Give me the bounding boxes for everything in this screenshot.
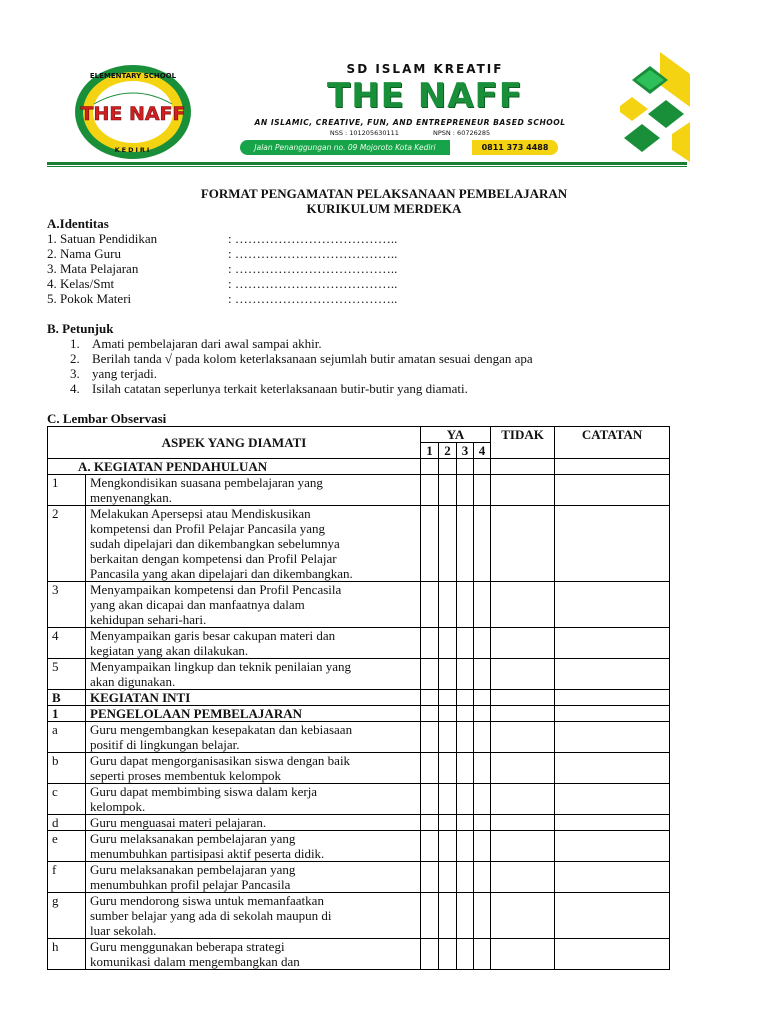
ya-3-cell[interactable]	[457, 722, 474, 753]
ya-4-cell[interactable]	[474, 475, 491, 506]
school-phone: 0811 373 4488	[472, 140, 558, 155]
letterhead	[0, 0, 768, 170]
aspect-text: Mengkondisikan suasana pembelajaran yang menyenangkan.	[86, 475, 421, 506]
tidak-cell[interactable]	[491, 722, 555, 753]
col-ya-4-header: 4	[474, 443, 491, 459]
ya-3-cell[interactable]	[457, 459, 474, 475]
identitas-field-guru[interactable]: : ………………………………..	[228, 246, 398, 261]
ya-1-cell[interactable]	[421, 722, 439, 753]
logo-text-main: THE NAFF	[80, 103, 186, 125]
aspect-text: Menyampaikan kompetensi dan Profil Pencasila yang akan dicapai dan manfaatnya dalam kehidupan sehari-hari.	[86, 582, 421, 628]
aspect-text: Menyampaikan lingkup dan teknik penilaian yang akan digunakan.	[86, 659, 421, 690]
school-type: SD ISLAM KREATIF	[346, 62, 504, 76]
identitas-label-mapel: 3. Mata Pelajaran	[47, 261, 139, 276]
ya-4-cell[interactable]	[474, 784, 491, 815]
ya-1-cell[interactable]	[421, 753, 439, 784]
ya-1-cell[interactable]	[421, 506, 439, 582]
identitas-label-guru: 2. Nama Guru	[47, 246, 122, 261]
row-number: d	[48, 815, 86, 831]
tidak-cell[interactable]	[491, 831, 555, 862]
ya-3-cell[interactable]	[457, 831, 474, 862]
table-row	[48, 862, 670, 893]
tidak-cell[interactable]	[491, 753, 555, 784]
catatan-cell[interactable]	[555, 784, 670, 815]
row-number: 5	[48, 659, 86, 690]
header-rule	[47, 162, 687, 165]
ya-3-cell[interactable]	[457, 784, 474, 815]
row-number: 1	[48, 475, 86, 506]
ya-4-cell[interactable]	[474, 582, 491, 628]
table-row	[48, 475, 670, 506]
identitas-label-satuan: 1. Satuan Pendidikan	[47, 231, 158, 246]
row-number: a	[48, 722, 86, 753]
tidak-cell[interactable]	[491, 459, 555, 475]
ya-1-cell[interactable]	[421, 862, 439, 893]
observasi-heading: C. Lembar Observasi	[47, 411, 167, 426]
decorative-diamonds-icon	[620, 52, 690, 167]
school-nss: NSS : 101205630111	[329, 129, 399, 137]
row-number: b	[48, 753, 86, 784]
tidak-cell[interactable]	[491, 475, 555, 506]
school-address: Jalan Penanggungan no. 09 Mojoroto Kota Kediri	[240, 140, 450, 155]
ya-1-cell[interactable]	[421, 690, 439, 706]
col-ya-header: YA	[421, 427, 491, 443]
ya-4-cell[interactable]	[474, 815, 491, 831]
table-row	[48, 659, 670, 690]
row-number: 3	[48, 582, 86, 628]
school-tagline: AN ISLAMIC, CREATIVE, FUN, AND ENTREPRENEUR BASED SCHOOL	[254, 118, 566, 127]
identitas-field-satuan[interactable]: : ………………………………..	[228, 231, 398, 246]
ya-4-cell[interactable]	[474, 706, 491, 722]
ya-3-cell[interactable]	[457, 815, 474, 831]
aspect-text: Guru dapat membimbing siswa dalam kerja kelompok.	[86, 784, 421, 815]
row-number: 1	[48, 706, 86, 722]
ya-4-cell[interactable]	[474, 831, 491, 862]
ya-1-cell[interactable]	[421, 475, 439, 506]
ya-4-cell[interactable]	[474, 690, 491, 706]
catatan-cell[interactable]	[555, 659, 670, 690]
ya-1-cell[interactable]	[421, 582, 439, 628]
table-row	[48, 582, 670, 628]
aspect-text: Melakukan Apersepsi atau Mendiskusikan kompetensi dan Profil Pelajar Pancasila yang sudah dipelajari dan dikembangkan sebelumnya berkaitan dengan kompetensi dan Profil Pelajar Pancasila yang akan dipelajari dan dikembangkan.	[86, 506, 421, 582]
col-ya-3-header: 3	[457, 443, 474, 459]
catatan-cell[interactable]	[555, 506, 670, 582]
row-number: h	[48, 939, 86, 970]
table-row	[48, 753, 670, 784]
ya-1-cell[interactable]	[421, 815, 439, 831]
ya-3-cell[interactable]	[457, 706, 474, 722]
ya-1-cell[interactable]	[421, 939, 439, 970]
row-number: f	[48, 862, 86, 893]
col-ya-1-header: 1	[421, 443, 439, 459]
aspect-text: Guru melaksanakan pembelajaran yang menumbuhkan partisipasi aktif peserta didik.	[86, 831, 421, 862]
catatan-cell[interactable]	[555, 475, 670, 506]
col-catatan-header: CATATAN	[555, 427, 670, 459]
ya-2-cell[interactable]	[439, 506, 457, 582]
ya-2-cell[interactable]	[439, 831, 457, 862]
row-number: 4	[48, 628, 86, 659]
ya-2-cell[interactable]	[439, 939, 457, 970]
ya-1-cell[interactable]	[421, 659, 439, 690]
section-title: PENGELOLAAN PEMBELAJARAN	[86, 706, 421, 722]
row-number: c	[48, 784, 86, 815]
petunjuk-text: Berilah tanda √ pada kolom keterlaksanaan sejumlah butir amatan sesuai dengan apa	[92, 351, 533, 366]
tidak-cell[interactable]	[491, 659, 555, 690]
logo-text-bottom: KEDIRI	[114, 146, 152, 154]
identitas-heading: A.Identitas	[47, 216, 109, 231]
tidak-cell[interactable]	[491, 939, 555, 970]
aspect-text: Guru menggunakan beberapa strategi komunikasi dalam mengembangkan dan	[86, 939, 421, 970]
ya-4-cell[interactable]	[474, 722, 491, 753]
catatan-cell[interactable]	[555, 690, 670, 706]
aspect-text: Guru mendorong siswa untuk memanfaatkan sumber belajar yang ada di sekolah maupun di luar sekolah.	[86, 893, 421, 939]
ya-3-cell[interactable]	[457, 893, 474, 939]
table-row	[48, 893, 670, 939]
ya-3-cell[interactable]	[457, 753, 474, 784]
petunjuk-text: Amati pembelajaran dari awal sampai akhir.	[92, 336, 322, 351]
ya-4-cell[interactable]	[474, 459, 491, 475]
aspect-text: Guru menguasai materi pelajaran.	[86, 815, 421, 831]
catatan-cell[interactable]	[555, 831, 670, 862]
aspect-text: Guru mengembangkan kesepakatan dan kebiasaan positif di lingkungan belajar.	[86, 722, 421, 753]
ya-3-cell[interactable]	[457, 582, 474, 628]
ya-3-cell[interactable]	[457, 939, 474, 970]
ya-4-cell[interactable]	[474, 753, 491, 784]
ya-2-cell[interactable]	[439, 459, 457, 475]
table-section-row	[48, 690, 670, 706]
school-npsn: NPSN : 60726285	[432, 129, 491, 137]
tidak-cell[interactable]	[491, 815, 555, 831]
ya-3-cell[interactable]	[457, 506, 474, 582]
tidak-cell[interactable]	[491, 582, 555, 628]
ya-2-cell[interactable]	[439, 784, 457, 815]
observation-table-body	[48, 459, 670, 970]
ya-4-cell[interactable]	[474, 506, 491, 582]
ya-3-cell[interactable]	[457, 628, 474, 659]
petunjuk-text: Isilah catatan seperlunya terkait keterlaksanaan butir-butir yang diamati.	[92, 381, 468, 396]
section-title: KEGIATAN INTI	[86, 690, 421, 706]
document-subtitle: KURIKULUM MERDEKA	[306, 201, 462, 216]
row-number: g	[48, 893, 86, 939]
table-row	[48, 506, 670, 582]
petunjuk-num: 3.	[70, 366, 80, 381]
ya-2-cell[interactable]	[439, 862, 457, 893]
petunjuk-num: 4.	[70, 381, 80, 396]
catatan-cell[interactable]	[555, 862, 670, 893]
ya-2-cell[interactable]	[439, 690, 457, 706]
aspect-text: Menyampaikan garis besar cakupan materi dan kegiatan yang akan dilakukan.	[86, 628, 421, 659]
table-row	[48, 722, 670, 753]
ya-4-cell[interactable]	[474, 893, 491, 939]
table-header-row	[48, 427, 670, 443]
catatan-cell[interactable]	[555, 939, 670, 970]
petunjuk-heading: B. Petunjuk	[47, 321, 114, 336]
catatan-cell[interactable]	[555, 893, 670, 939]
school-name: THE NAFF	[327, 76, 523, 116]
petunjuk-num: 2.	[70, 351, 80, 366]
ya-4-cell[interactable]	[474, 939, 491, 970]
table-row	[48, 628, 670, 659]
ya-3-cell[interactable]	[457, 690, 474, 706]
ya-2-cell[interactable]	[439, 659, 457, 690]
identitas-field-mapel[interactable]: : ………………………………..	[228, 261, 398, 276]
petunjuk-text: yang terjadi.	[92, 366, 157, 381]
observation-table	[47, 426, 670, 970]
ya-4-cell[interactable]	[474, 659, 491, 690]
tidak-cell[interactable]	[491, 862, 555, 893]
catatan-cell[interactable]	[555, 815, 670, 831]
catatan-cell[interactable]	[555, 628, 670, 659]
ya-1-cell[interactable]	[421, 893, 439, 939]
tidak-cell[interactable]	[491, 690, 555, 706]
ya-2-cell[interactable]	[439, 753, 457, 784]
ya-3-cell[interactable]	[457, 475, 474, 506]
table-section-row	[48, 706, 670, 722]
identitas-label-materi: 5. Pokok Materi	[47, 291, 132, 306]
table-row	[48, 815, 670, 831]
table-row	[48, 784, 670, 815]
ya-2-cell[interactable]	[439, 706, 457, 722]
identitas-field-materi[interactable]: : ………………………………..	[228, 291, 398, 306]
ya-2-cell[interactable]	[439, 582, 457, 628]
col-aspek-header: ASPEK YANG DIAMATI	[48, 427, 421, 459]
table-section-row	[48, 459, 670, 475]
catatan-cell[interactable]	[555, 706, 670, 722]
aspect-text: Guru melaksanakan pembelajaran yang menumbuhkan profil pelajar Pancasila	[86, 862, 421, 893]
table-row	[48, 939, 670, 970]
tidak-cell[interactable]	[491, 893, 555, 939]
catatan-cell[interactable]	[555, 582, 670, 628]
table-row	[48, 831, 670, 862]
tidak-cell[interactable]	[491, 784, 555, 815]
ya-3-cell[interactable]	[457, 862, 474, 893]
ya-2-cell[interactable]	[439, 815, 457, 831]
logo-text-top: ELEMENTARY SCHOOL	[89, 72, 177, 80]
catatan-cell[interactable]	[555, 459, 670, 475]
ya-3-cell[interactable]	[457, 659, 474, 690]
col-tidak-header: TIDAK	[491, 427, 555, 459]
row-number: e	[48, 831, 86, 862]
header-rule-thin	[47, 166, 687, 167]
ya-1-cell[interactable]	[421, 628, 439, 659]
aspect-text: Guru dapat mengorganisasikan siswa dengan baik seperti proses membentuk kelompok	[86, 753, 421, 784]
school-ids	[300, 129, 520, 137]
identitas-label-kelas: 4. Kelas/Smt	[47, 276, 115, 291]
petunjuk-num: 1.	[70, 336, 80, 351]
ya-2-cell[interactable]	[439, 893, 457, 939]
tidak-cell[interactable]	[491, 628, 555, 659]
row-number: 2	[48, 506, 86, 582]
document-title: FORMAT PENGAMATAN PELAKSANAAN PEMBELAJARAN	[200, 186, 568, 201]
ya-1-cell[interactable]	[421, 459, 439, 475]
catatan-cell[interactable]	[555, 753, 670, 784]
section-title: A. KEGIATAN PENDAHULUAN	[48, 459, 421, 475]
catatan-cell[interactable]	[555, 722, 670, 753]
school-logo-icon	[72, 62, 194, 162]
ya-4-cell[interactable]	[474, 862, 491, 893]
ya-2-cell[interactable]	[439, 475, 457, 506]
tidak-cell[interactable]	[491, 506, 555, 582]
ya-1-cell[interactable]	[421, 706, 439, 722]
ya-2-cell[interactable]	[439, 722, 457, 753]
ya-4-cell[interactable]	[474, 628, 491, 659]
col-ya-2-header: 2	[439, 443, 457, 459]
ya-2-cell[interactable]	[439, 628, 457, 659]
identitas-field-kelas[interactable]: : ………………………………..	[228, 276, 398, 291]
ya-1-cell[interactable]	[421, 784, 439, 815]
row-number: B	[48, 690, 86, 706]
tidak-cell[interactable]	[491, 706, 555, 722]
ya-1-cell[interactable]	[421, 831, 439, 862]
